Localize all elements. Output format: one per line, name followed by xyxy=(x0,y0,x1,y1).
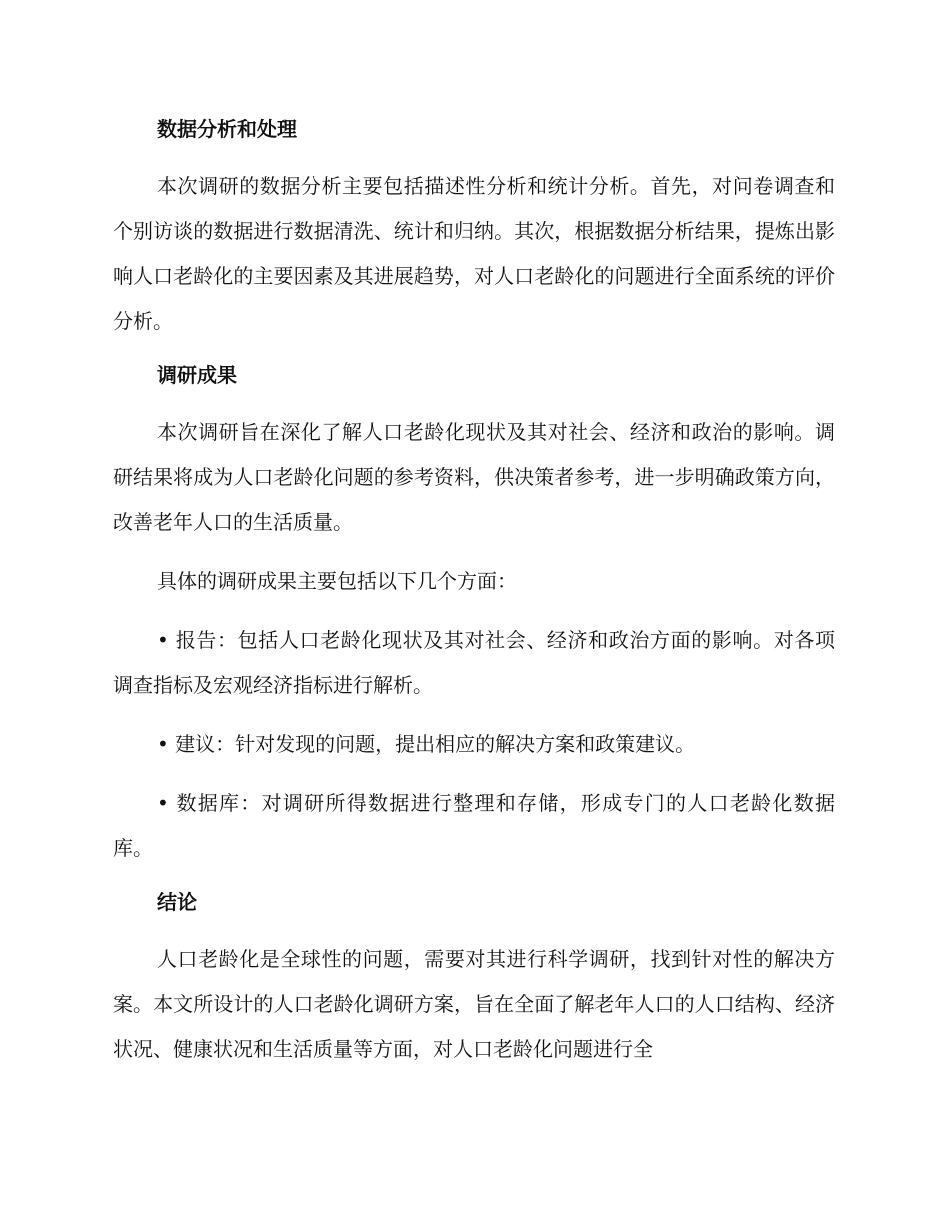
paragraph-results-intro: 本次调研旨在深化了解人口老龄化现状及其对社会、经济和政治的影响。调研结果将成为人口老龄化问题的参考资料，供决策者参考，进一步明确政策方向，改善老年人口的生活质量。 xyxy=(113,420,835,534)
section-heading-conclusion: 结论 xyxy=(157,890,197,914)
section-heading-data-analysis: 数据分析和处理 xyxy=(157,117,297,141)
paragraph-conclusion: 人口老龄化是全球性的问题，需要对其进行科学调研，找到针对性的解决方案。本文所设计的人口老龄化调研方案，旨在全面了解老年人口的人口结构、经济状况、健康状况和生活质量等方面，对人口老龄化问题进行全 xyxy=(113,947,835,1061)
section-heading-results: 调研成果 xyxy=(157,363,237,387)
bullet-suggestion: • 建议：针对发现的问题，提出相应的解决方案和政策建议。 xyxy=(157,732,696,756)
document-page xyxy=(113,112,835,1086)
bullet-database: • 数据库：对调研所得数据进行整理和存储，形成专门的人口老龄化数据库。 xyxy=(113,791,835,860)
paragraph-data-analysis: 本次调研的数据分析主要包括描述性分析和统计分析。首先，对问卷调查和个别访谈的数据进行数据清洗、统计和归纳。其次，根据数据分析结果，提炼出影响人口老龄化的主要因素及其进展趋势，对人口老龄化的问题进行全面系统的评价分析。 xyxy=(113,174,835,333)
bullet-report: • 报告：包括人口老龄化现状及其对社会、经济和政治方面的影响。对各项调查指标及宏观经济指标进行解析。 xyxy=(113,628,835,697)
paragraph-results-lead: 具体的调研成果主要包括以下几个方面： xyxy=(157,569,517,593)
